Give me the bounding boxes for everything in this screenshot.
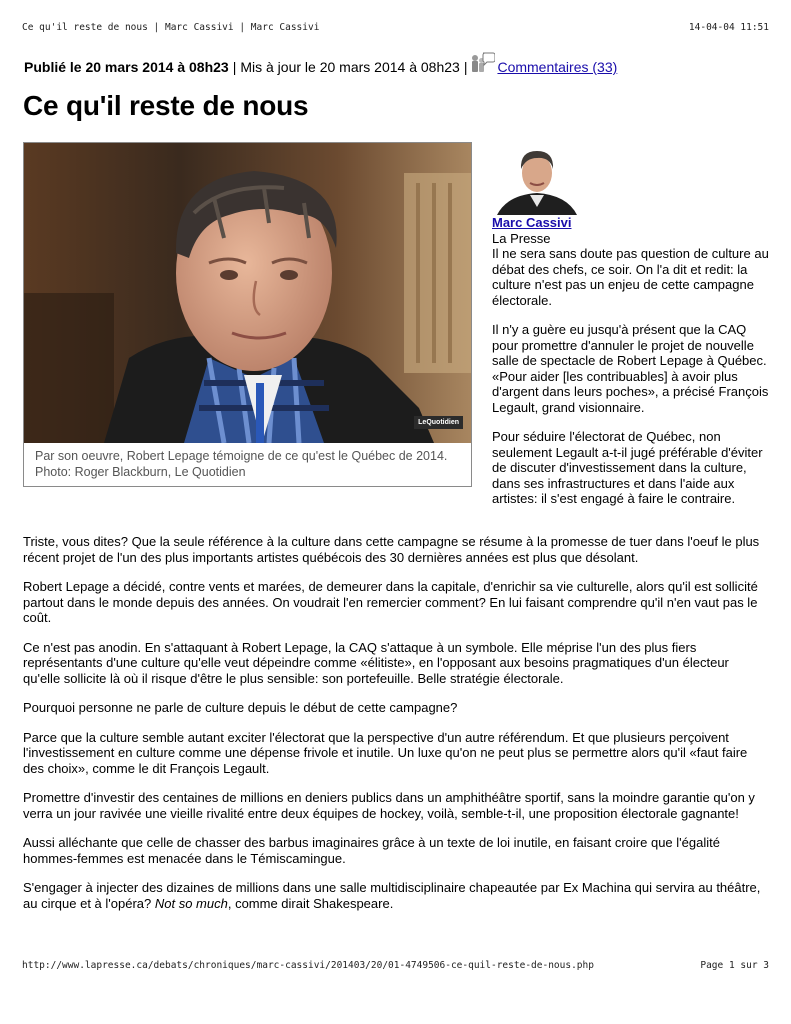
photo-caption xyxy=(35,448,461,480)
author-avatar xyxy=(492,143,582,215)
print-header xyxy=(22,22,769,33)
updated-date: Mis à jour le 20 mars 2014 à 08h23 xyxy=(240,59,460,75)
side-paragraph: Il ne sera sans doute pas question de culture au débat des chefs, ce soir. On l'a dit et redit: la culture n'est pas un enjeu de cette campagne électorale. xyxy=(492,246,769,308)
print-footer-url: http://www.lapresse.ca/debats/chroniques/marc-cassivi/201403/20/01-4749506-ce-quil-reste-de-nous.php xyxy=(22,960,594,971)
comments-link[interactable] xyxy=(471,56,617,78)
print-footer-page: Page 1 sur 3 xyxy=(700,960,769,971)
meta-separator: | xyxy=(463,59,468,75)
photo-caption-text: Par son oeuvre, Robert Lepage témoigne de ce qu'est le Québec de 2014. xyxy=(35,449,448,463)
body-paragraph: Robert Lepage a décidé, contre vents et marées, de demeurer dans la capitale, d'enrichir sa vie culturelle, alors qu'il est sollicité partout dans le monde depuis des années. On voudrait l'en remercier comment? En lui faisant comprendre qu'il n'en vaut pas le coût. xyxy=(23,579,758,625)
article-photo-figure xyxy=(23,142,472,487)
body-paragraph: Triste, vous dites? Que la seule référence à la culture dans cette campagne se résume à la promesse de tuer dans l'oeuf le plus récent projet de l'un des plus importants artistes québécois des 30 dernières années est plus que désolant. xyxy=(23,534,760,565)
publication-meta xyxy=(24,56,617,78)
body-text-run: S'engager à injecter des dizaines de millions dans une salle multidisciplinaire chapeautée par Ex Machina qui servira au théâtre, au cirque et à l'opéra? xyxy=(23,880,761,911)
article-body xyxy=(23,534,769,925)
comment-bubble-icon xyxy=(471,52,495,74)
body-text-run: , comme dirait Shakespeare. xyxy=(227,895,394,911)
body-paragraph-last xyxy=(23,880,769,911)
body-paragraph: Promettre d'investir des centaines de millions en deniers publics dans un amphithéâtre sportif, sans la moindre garantie qu'on y verra un jour ravivée une vieille rivalité entre deux équipes de hockey, voilà, semble-t-il, une proposition électorale gagnante! xyxy=(23,790,755,821)
body-paragraph: Aussi alléchante que celle de chasser des barbus imaginaires grâce à un texte de loi inutile, en faisant croire que l'égalité hommes-femmes est menacée dans le Témiscamingue. xyxy=(23,835,720,866)
body-paragraph: Ce n'est pas anodin. En s'attaquant à Robert Lepage, la CAQ s'attaque à un symbole. Elle méprise l'un des plus fiers représentants d'une culture qu'elle veut dépeindre comme «élitiste», en l'opposant aux besoins pragmatiques d'un électeur qu'elle sollicite là où il risque d'être le plus sensible: son portefeuille. Belle stratégie électorale. xyxy=(23,639,729,686)
published-date: Publié le 20 mars 2014 à 08h23 xyxy=(24,59,229,75)
body-paragraph: Parce que la culture semble autant exciter l'électorat que la perspective d'un autre référendum. Et que plusieurs perçoivent l'investissement en culture comme une dépense frivole et inutile. Un luxe qu'on ne peut plus se permettre alors qu'il «faut faire des choix», comme le dit François Legault. xyxy=(23,729,748,776)
body-italic-run: Not so much xyxy=(154,895,228,911)
author-name-link[interactable]: Marc Cassivi xyxy=(492,215,572,230)
print-footer xyxy=(22,960,769,971)
side-paragraph: Il n'y a guère eu jusqu'à présent que la CAQ pour promettre d'annuler le projet de nouvelle salle de spectacle de Robert Lepage à Québec. «Pour aider [les contribuables] à avoir plus d'argent dans leurs poches», a précisé François Legault, grand visionnaire. xyxy=(492,322,769,415)
photo-watermark: LeQuotidien xyxy=(414,416,463,429)
side-column xyxy=(492,215,772,521)
article-title: Ce qu'il reste de nous xyxy=(23,90,309,121)
meta-separator: | xyxy=(232,59,237,75)
body-paragraph: Pourquoi personne ne parle de culture depuis le début de cette campagne? xyxy=(23,700,458,715)
article-photo xyxy=(24,143,471,443)
print-header-datetime: 14-04-04 11:51 xyxy=(688,22,769,33)
author-outlet: La Presse xyxy=(492,230,551,246)
side-paragraph: Pour séduire l'électorat de Québec, non seulement Legault a-t-il jugé préférable d'éviter de discuter d'investissement dans la culture, dans ses infrastructures et dans l'aide aux artistes: il s'est engagé à faire le contraire. xyxy=(492,429,763,506)
print-header-title: Ce qu'il reste de nous | Marc Cassivi | Marc Cassivi xyxy=(22,22,320,33)
photo-credit: Photo: Roger Blackburn, Le Quotidien xyxy=(35,465,246,479)
comments-label: Commentaires (33) xyxy=(497,59,618,75)
